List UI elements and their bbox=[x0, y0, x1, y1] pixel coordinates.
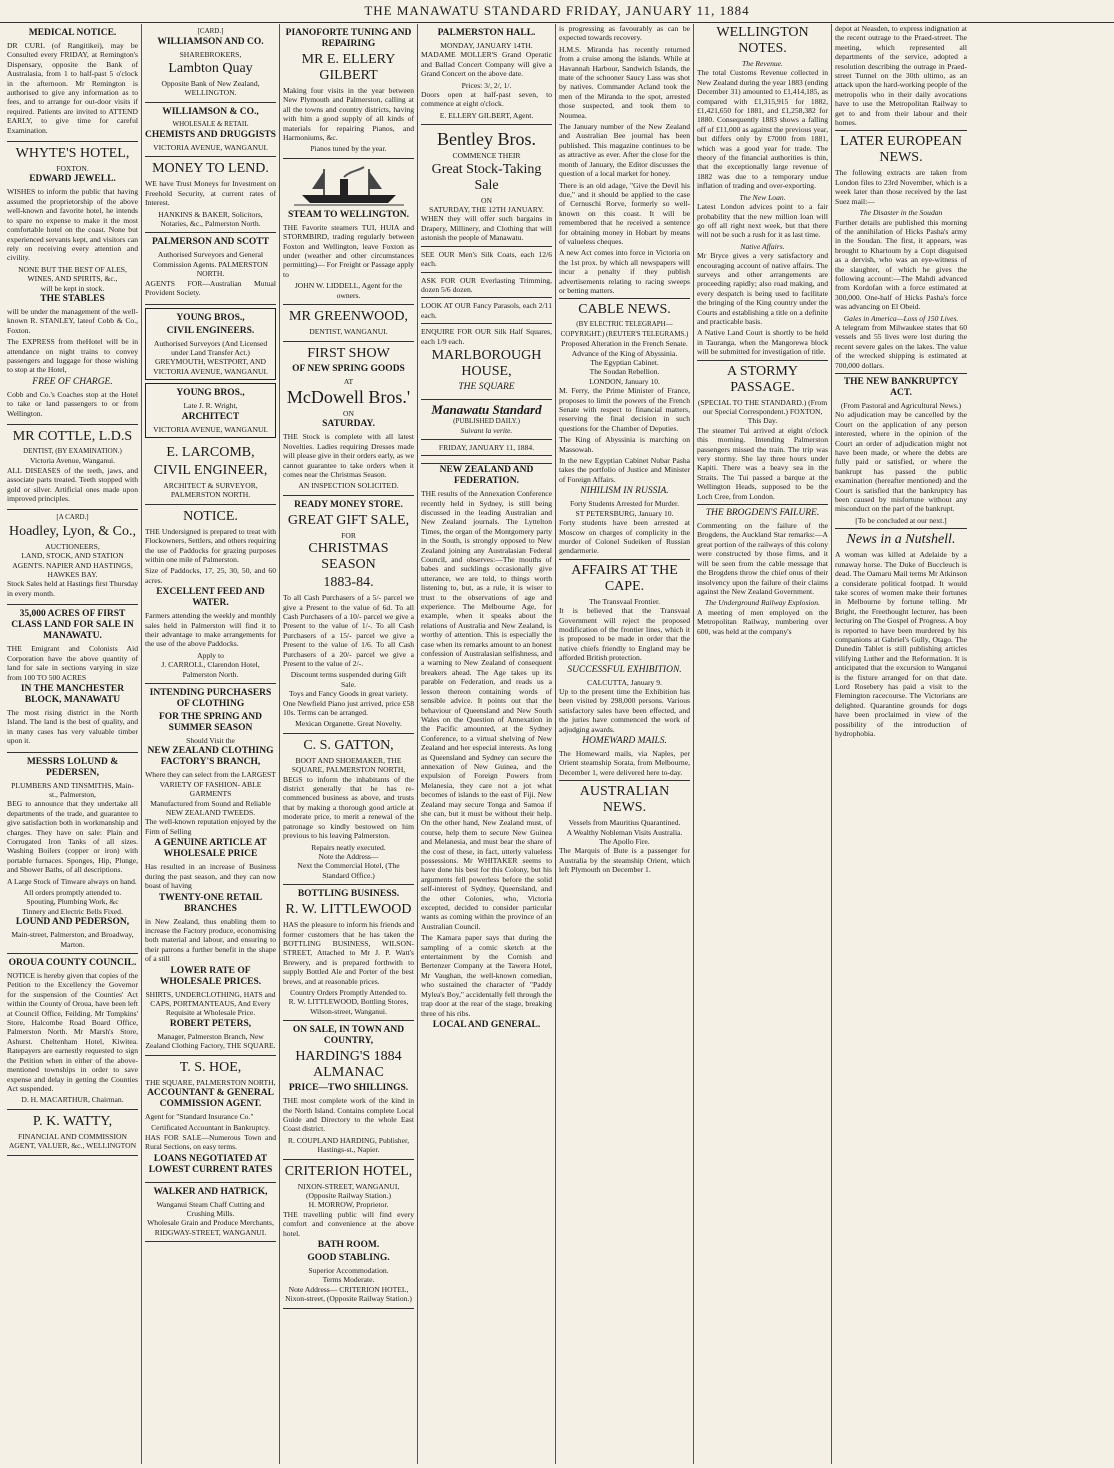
tshoe-heading: T. S. HOE, bbox=[179, 1059, 242, 1075]
disaster-heading: The Disaster in the Soudan bbox=[859, 208, 943, 218]
oroua-text: NOTICE is hereby given that copies of the Petition to the Excellency the Governor for the suspension of the Counties' Act within the County of Oroua, have been left at Council Office, Feilding. Mr Tompkins' Store, Halcombe Road Board Office, Palmerston North. Mr Marsh's Store, Ashurst. Cheltenham Hotel, Kiwitea. Ratepayers are earnestly requested to sign the Petition when in either of the above-mentioned townships in order to save expense and delay in getting the Counties Act suspended. bbox=[7, 971, 138, 1093]
reputation: The well-known reputation enjoyed by the Firm of Selling bbox=[145, 817, 276, 836]
larcomb-ad bbox=[145, 441, 276, 505]
hoadley-sales: Stock Sales held at Hastings first Thursday in every month. bbox=[7, 579, 138, 598]
gilbert-text: Making four visits in the year between New Plymouth and Palmerston, calling at all the towns and country districts, having with him a good supply of all kinds of materials for repairing Pianos, and Harmoniums, &c. bbox=[283, 86, 414, 143]
ready-money: READY MONEY STORE. bbox=[294, 499, 403, 510]
steam-ad bbox=[283, 159, 414, 305]
greenwood-heading: MR GREENWOOD, bbox=[289, 309, 408, 325]
acres-ad bbox=[7, 605, 138, 752]
stables-heading: THE STABLES bbox=[40, 293, 105, 304]
walker-ad bbox=[145, 1183, 276, 1243]
hoadley-ad bbox=[7, 510, 138, 605]
chemists-ad bbox=[145, 103, 276, 158]
accountant-heading: ACCOUNTANT & GENERAL COMMISSION AGENT. bbox=[147, 1087, 274, 1109]
inspection-label: AN INSPECTION SOLICITED. bbox=[298, 481, 399, 491]
calcutta: CALCUTTA, January 9. bbox=[587, 677, 662, 687]
stormy-text: The steamer Tui arrived at eight o'clock this morning. Intending Palmerston passengers missed the train. The trip was very stormy. She lay three hours under Kapiti. There was a heavy sea in the Straits. The Tui passed a barque at the Wellington Heads, supposed to be the Loch Cree, from London. bbox=[697, 425, 828, 501]
annexation-heading: NEW ZEALAND AND FEDERATION. bbox=[439, 465, 534, 487]
for-label: FOR bbox=[341, 530, 356, 540]
increase-text: Has resulted in an increase of Business during the past season, and they can now boast of having bbox=[145, 862, 276, 891]
sat-date: SATURDAY, THE 12TH JANUARY. bbox=[429, 205, 544, 215]
divider bbox=[421, 323, 552, 324]
first-show: FIRST SHOW bbox=[307, 345, 390, 361]
notice-heading: NOTICE. bbox=[183, 508, 238, 524]
divider bbox=[697, 360, 828, 361]
terms: Terms Moderate. bbox=[322, 1275, 375, 1285]
disaster-text: Further details are published this morning of the annihilation of Hicks Pasha's army in the Soudan. The first, it appears, was brought to Khartoum by a Copt disguised as a dervish, who was an eye-witness of the slaughter, of which he gives the following account:—The Mahdi advanced from Kordofan with a force estimated at 300,000. One-half of Hicks Pasha's force was advancing on El Obeid. bbox=[835, 217, 967, 312]
carroll: J. CARROLL, Clarendon Hotel, Palmerston North. bbox=[161, 660, 260, 679]
young-heading: YOUNG BROS., bbox=[176, 312, 245, 323]
watty-sub: FINANCIAL AND COMMISSION AGENT, VALUER, &c., WELLINGTON bbox=[8, 1131, 137, 1151]
whytes-hotel-heading: WHYTE'S HOTEL, bbox=[15, 146, 130, 162]
gales-text: A telegram from Milwaukee states that 60 vessels and 55 lives were lost during the recent severe gales on the lakes. The value of the wrecked shipping is estimated at 700,000 dollars. bbox=[835, 322, 967, 370]
bankruptcy-heading: THE NEW BANKRUPTCY ACT. bbox=[843, 377, 959, 398]
annexation-text: THE results of the Annexation Conference recently held in Sydney, is still being discussed in the leading Australian and New Zealand journals. The Lyttelton Times, the organ of the Montgomery party in the South, is strongly opposed to New Zealand joining any Australasian Federal Council, and observes:—The mouths of babes and sucklings occasionally give utterance, we are told, to things worth listening to, but, as a rule, it is wiser to trust to the observations of age and experience. The Melbourne Age, for example, when it speaks about the relations of Australia and New Zealand, is worthy of attention. This is especially the case when its remarks amount to an honest confession of Australasian selfishness, and a warning to New Zealand of consequent breakers ahead. The Age takes up its parable on Federation, and reads us a lesson thereon containing words of sensible advice. It points out that the behaviour of Queensland and New South Wales on the Question of Annexation in the Pacific amounted, at the Sydney Conference, to a virtual shelving of New Zealand and her especial interests. As long as Queensland and Sydney can secure the annexation of New Guinea, and the expulsion of Foreign Powers from Melanesia, they care not a jot what becomes of islands to the east of Fiji. New Zealand may secure Tonga and Samoa if she can, but it must be without their help. On the other hand, New Zealand must, of course, help them to secure New Guinea and Melanesia, and must bear the share of the cost of these, in fact, utterly valueless possessions. Mr WHITAKER seems to have done his best for this Colony, but his arguments fell powerless before the solid self-interest of Sydney, Queensland, and the other Colonies, who, Victoria excepted, decided to consider particular wants as coming within the province of an Australian Council. bbox=[421, 489, 552, 931]
columns bbox=[4, 24, 1110, 1464]
piano-ad bbox=[283, 24, 414, 159]
young-text: Authorised Surveyors (And Licensed under Land Transfer Act.) GREYMOUTH, WESTPORT, AND VICTORIA AVENUE, WANGANUI. bbox=[153, 338, 268, 376]
stables-text: will be under the management of the well-known R. STANLEY, lateof Cobb & Co., Foxton. bbox=[7, 306, 138, 335]
bottling-ad bbox=[283, 885, 414, 1021]
wellington-notes-heading: WELLINGTON NOTES. bbox=[716, 25, 809, 56]
french-senate: Proposed Alteration in the French Senate. bbox=[561, 339, 688, 349]
progressing-text: is progressing as favourably as can be expected towards recovery. bbox=[559, 24, 690, 43]
orders-label: All orders promptly attended to. bbox=[23, 888, 122, 897]
paddocks: Size of Paddocks, 17, 25, 30, 50, and 60 acres. bbox=[145, 566, 276, 585]
loan-text: Latest London advices point to a fair probability that the new million loan will go off all right next week, but that there will not be such a rush for it as last time. bbox=[697, 202, 828, 240]
bath-large: A Large Stock of Tinware always on hand. bbox=[7, 876, 137, 886]
williams2-heading: WILLIAMSON & CO., bbox=[162, 106, 259, 117]
edward-jewell: EDWARD JEWELL. bbox=[29, 174, 116, 185]
emigrant-text: THE Emigrant and Colonists Aid Corporation have the above quantity of land for sale in sections varying in size from 100 TO 500 ACRES bbox=[7, 644, 138, 682]
steamship-icon bbox=[294, 165, 404, 207]
dentist-label: DENTIST, (BY EXAMINATION.) bbox=[23, 447, 122, 455]
motto: Suivant la verite. bbox=[460, 426, 513, 436]
none-but: NONE BUT THE BEST OF ALES, WINES, AND SPIRITS, &c., bbox=[18, 264, 127, 284]
almanac-text: THE most complete work of the kind in the North Island. Contains complete Local Guide and Directory to the whole East Coast district. bbox=[283, 1096, 414, 1134]
chemists-heading: CHEMISTS AND DRUGGISTS bbox=[145, 130, 276, 141]
apollo-text: The Marquis of Bute is a passenger for Australia by the steamship Orient, which left Plymouth on December 1. bbox=[559, 846, 690, 875]
published-label: (PUBLISHED DAILY.) bbox=[453, 416, 520, 425]
express-text: The EXPRESS from theHotel will be in attendance on night trains to convey passengers and luggage for those wishing to stop at the Hotel, bbox=[7, 337, 138, 375]
issue-date: FRIDAY, JANUARY 11, 1884. bbox=[438, 442, 535, 452]
stormy-heading: A STORMY PASSAGE. bbox=[727, 363, 798, 395]
gilbert-agent: E. ELLERY GILBERT, Agent. bbox=[439, 110, 534, 120]
news-act-text: A new Act comes into force in Victoria on the 1st prox. by which all newspapers will incur a penalty if they publish advertisements relating to racing sweeps or betting matters. bbox=[559, 248, 690, 295]
walker-heading: WALKER AND HATRICK, bbox=[153, 1186, 268, 1197]
divider bbox=[835, 528, 967, 529]
column-7 bbox=[832, 24, 970, 1464]
divider bbox=[559, 780, 690, 781]
lolund2-address: Main-street, Palmerston, and Broadway, Marton. bbox=[11, 930, 134, 949]
peters-heading: ROBERT PETERS, bbox=[169, 1018, 252, 1029]
oroua-sign: D. H. MACARTHUR, Chairman. bbox=[21, 1095, 124, 1105]
money-ad bbox=[145, 157, 276, 233]
genuine-heading: A GENUINE ARTICLE AT WHOLESALE PRICE bbox=[154, 838, 267, 860]
jewell-text: WISHES to inform the public that having assumed the proprietorship of the above well-known and favorite hotel, he intends to spare no expense to make it the most comfortable hotel on the coast. None but experienced servants kept, and visitors can rely on receiving every attention and civility. bbox=[7, 187, 138, 263]
commence-label: COMMENCE THEIR bbox=[452, 151, 521, 161]
parasols: ASK FOR OUR Everlasting Trimming, dozen 5/6 dozen. bbox=[421, 275, 552, 294]
shirts-text: SHIRTS, UNDERCLOTHING, HATS and CAPS, PORTMANTEAUS, And Every Requisite at Wholesale Price. bbox=[145, 989, 276, 1018]
on-sale: ON SALE, IN TOWN AND COUNTRY, bbox=[292, 1025, 405, 1047]
fancy: LOOK AT OUR Fancy Parasols, each 2/11 each. bbox=[421, 301, 552, 320]
gilbert-heading: MR E. ELLERY GILBERT bbox=[301, 52, 396, 83]
later-heading: LATER EUROPEAN NEWS. bbox=[840, 134, 962, 166]
exhibition-text: Up to the present time the Exhibition has been visited by 298,000 persons. Various satisfactory sales have been effected, and the juries have commenced the work of adjudging awards. bbox=[559, 686, 690, 734]
intending-heading: INTENDING PURCHASERS OF CLOTHING bbox=[149, 688, 272, 710]
toys: Toys and Fancy Goods in great variety. bbox=[289, 689, 408, 699]
standard-ins: Agent for "Standard Insurance Co." bbox=[145, 1111, 254, 1121]
civil-engineer: CIVIL ENGINEER, bbox=[153, 462, 268, 478]
homeward-heading: HOMEWARD MAILS. bbox=[582, 736, 667, 746]
visit-label: Should Visit the bbox=[186, 736, 235, 746]
repairs: Repairs neatly executed. bbox=[311, 842, 386, 852]
nihilism-heading: NIHILISM IN RUSSIA. bbox=[580, 486, 669, 497]
water-heading: EXCELLENT FEED AND WATER. bbox=[156, 587, 265, 609]
discount: Discount terms suspended during Gift Sale. bbox=[290, 670, 407, 689]
chemists-address: VICTORIA AVENUE, WANGANUI. bbox=[153, 143, 268, 153]
morrow: H. MORROW, Proprietor. bbox=[308, 1200, 389, 1210]
at-label: AT bbox=[343, 376, 354, 386]
cottle-text: ALL DISEASES of the teeth, jaws, and associate parts treated. Teeth stopped with gold or silver. Artificial ones made upon improved principles. bbox=[7, 465, 138, 504]
oroua-heading: OROUA COUNTY COUNCIL. bbox=[8, 958, 137, 969]
manchester-text: The most rising district in the North Island. The land is the best of quality, and in many cases has very valuable timber upon it. bbox=[7, 707, 138, 746]
littlewood2: R. W. LITTLEWOOD, Bottling Stores, Wilson-street, Wanganui. bbox=[288, 997, 409, 1016]
greenwood-sub: DENTIST, WANGANUI. bbox=[309, 327, 388, 337]
whytes-hotel-ad bbox=[7, 142, 138, 425]
stabling: GOOD STABLING. bbox=[307, 1253, 390, 1264]
scott-text: Authorised Surveyors and General Commission Agents. PALMERSTON NORTH. bbox=[153, 250, 268, 279]
cable-heading: CABLE NEWS. bbox=[578, 302, 671, 318]
lambton-quay: Lambton Quay bbox=[168, 60, 253, 76]
new-loan-heading: The New Loan. bbox=[739, 192, 786, 202]
divider bbox=[421, 455, 552, 456]
pianos-tuned: Pianos tuned by the year. bbox=[310, 144, 387, 154]
cape-text: It is believed that the Transvaal Government will reject the proposed modification of the frontier lines, which it is proposed to be made in order that the native chiefs friendly to England may be afforded British protection. bbox=[559, 606, 690, 663]
hoadley-text: LAND, STOCK, AND STATION AGENTS. NAPIER AND HASTINGS, HAWKES BAY. bbox=[12, 551, 133, 580]
bankruptcy-text: No adjudication may be cancelled by the Court on the application of any person interested, where in the opinion of the Court an order of adjudication might not have been made, or where the debts are fully paid or satisfied, or where the bankrupt has passed the public examination (hereafter mentioned) and the Court is satisfied that the bankruptcy has been caused by misfortune without any misconduct on the part of the bankrupt. bbox=[835, 410, 967, 514]
bentley-heading: Bentley Bros. bbox=[437, 129, 536, 150]
later-text: The following extracts are taken from London files to 23rd November, which is a week later than those received by the last Suez mail:— bbox=[835, 168, 967, 206]
mauritius: Vessels from Mauritius Quarantined. bbox=[568, 818, 681, 828]
marlborough-heading: MARLBOROUGH HOUSE, bbox=[431, 347, 542, 379]
silk-coats: SEE OUR Men's Silk Coats, each 12/6 each. bbox=[421, 249, 552, 269]
native-text: Mr Bryce gives a very satisfactory and encouraging account of native affairs. The surveys and other arrangements are proceeding rapidly; also road making, and every despatch is being used to facilitate the bringing of the King country under the Courts and establishing a title on a definite and practicable basis. bbox=[697, 251, 828, 326]
oroua-ad bbox=[7, 954, 138, 1110]
bath-room: BATH ROOM. bbox=[317, 1240, 380, 1251]
miranda-text: H.M.S. Miranda has recently returned from a cruise among the islands. While at Havannah Harbour, Sandwich Islands, the mate of the schooner Saucy Lass was shot by natives. Commander Acland took the men of the Miranda to the spot, arrested those suspected, and took them to Noumea. bbox=[559, 44, 690, 120]
gales-heading: Gales in America—Loss of 150 Lives. bbox=[843, 313, 959, 323]
column-5 bbox=[556, 24, 694, 1464]
travelling: THE travelling public will find every comfort and convenience at the above hotel. bbox=[283, 1209, 414, 1238]
littlewood-heading: R. W. LITTLEWOOD bbox=[285, 902, 412, 918]
apply-label: Apply to bbox=[197, 650, 224, 660]
soudan: The Soudan Rebellion. bbox=[589, 367, 660, 377]
criterion-address: NIXON-STREET, WANGANUI, (Opposite Railway Station.) bbox=[297, 1181, 400, 1201]
criterion-ad bbox=[283, 1160, 414, 1309]
doors: Doors open at half-past seven, to commence at eight o'clock. bbox=[421, 90, 552, 109]
australian-heading: AUSTRALIAN NEWS. bbox=[579, 784, 670, 816]
manufactured: Manufactured from Sound and Reliable NEW ZEALAND TWEEDS. bbox=[150, 798, 271, 818]
cobb-text: Cobb and Co.'s Coaches stop at the Hotel to take or land passengers to or from Wellington. bbox=[7, 389, 138, 418]
agents-for: AGENTS FOR—Australian Mutual Provident Society. bbox=[145, 278, 276, 298]
monday-label: MONDAY, JANUARY 14TH. bbox=[440, 41, 533, 50]
column-2 bbox=[142, 24, 280, 1464]
spring-goods: OF NEW SPRING GOODS bbox=[292, 363, 405, 374]
criterion-heading: CRITERION HOTEL, bbox=[284, 1163, 413, 1179]
st-petersburg: ST PETERSBURG, January 10. bbox=[575, 508, 674, 518]
when-text: WHEN they will offer such bargains in Drapery, Millinery, and Clothing that will astonish the people of Manawatu. bbox=[421, 214, 552, 243]
revenue-heading: The Revenue. bbox=[742, 59, 783, 68]
egyptian-cabinet: The Egyptian Cabinet. bbox=[590, 358, 659, 367]
twenty-heading: TWENTY-ONE RETAIL BRANCHES bbox=[158, 892, 263, 914]
criterion2: Note Address— CRITERION HOTEL, Nixon-street, (Opposite Railway Station.) bbox=[285, 1284, 412, 1304]
palmerson-scott-heading: PALMERSON AND SCOTT bbox=[151, 237, 269, 248]
divider bbox=[835, 130, 967, 131]
gift-sale-heading: GREAT GIFT SALE, bbox=[287, 512, 410, 528]
king-text: The King of Abyssinia is marching on Massowah. bbox=[559, 435, 690, 454]
watty-ad bbox=[7, 1110, 138, 1156]
underground-text: A meeting of men employed on the Metropolitan Railway, numbering over 600, was held at the company's bbox=[697, 607, 828, 636]
palmerston-hall-heading: PALMERSTON HALL. bbox=[437, 28, 536, 38]
steam-text: THE Favorite steamers TUI, HUIA and STORMBIRD, trading regularly between Foxton and Wellington, leave Foxton as under (weather and other circumstances permitting)— For Freight or Passage apply to bbox=[283, 222, 414, 279]
free-of-charge: FREE OF CHARGE. bbox=[32, 376, 113, 387]
medical-notice-ad bbox=[7, 24, 138, 142]
medical-notice-heading: MEDICAL NOTICE. bbox=[28, 28, 117, 38]
mexican: Mexican Organette. Great Novelty. bbox=[295, 719, 402, 729]
divider bbox=[421, 272, 552, 273]
money-heading: MONEY TO LEND. bbox=[152, 161, 269, 177]
cape-heading: AFFAIRS AT THE CAPE. bbox=[571, 562, 678, 594]
stocktaking-heading: Great Stock-Taking Sale bbox=[431, 161, 542, 193]
price-label: PRICE—TWO SHILLINGS. bbox=[288, 1083, 409, 1094]
notice-ad bbox=[145, 505, 276, 684]
ridgway: RIDGWAY-STREET, WANGANUI. bbox=[154, 1227, 267, 1237]
notice-text: THE Undersigned is prepared to treat with Flockowners, Settlers, and others requiring the use of Paddocks for grazing purposes within one mile of Palmerston. bbox=[145, 526, 276, 564]
transvaal: The Transvaal Frontier. bbox=[588, 596, 661, 606]
hoadley-heading: Hoadley, Lyon, & Co., bbox=[8, 523, 137, 539]
young-bros2-ad bbox=[145, 383, 276, 438]
kept-stock: will be kept in stock. bbox=[40, 283, 105, 293]
column-3 bbox=[280, 24, 418, 1464]
clothing-ad bbox=[145, 684, 276, 1056]
piano-sale: One Newfield Piano just arrived, price £58 10s. Terms can be arranged. bbox=[283, 698, 414, 718]
accommodation: Superior Accommodation. bbox=[308, 1266, 389, 1276]
year-label: 1883-84. bbox=[323, 575, 374, 591]
foxton-label: FOXTON. bbox=[56, 164, 89, 174]
walker-text: Wanganui Steam Chaff Cutting and Crushing Mills. bbox=[156, 1199, 265, 1218]
money-text: WE have Trust Moneys for Investment on Freehold Security, at current rates of Interest. bbox=[145, 179, 276, 208]
cottle-ad bbox=[7, 425, 138, 510]
stormy-sub: (SPECIAL TO THE STANDARD.) (From our Special Correspondent.) FOXTON, This Day. bbox=[697, 397, 828, 426]
cottle-heading: MR COTTLE, L.D.S bbox=[12, 429, 133, 444]
watty-heading: P. K. WATTY, bbox=[32, 1113, 113, 1129]
next-hotel: Next the Commercial Hotel, (The Standard Office.) bbox=[297, 861, 400, 880]
piano-heading: PIANOFORTE TUNING AND REPAIRING bbox=[285, 28, 412, 49]
land-court-text: A Native Land Court is shortly to be held in Tauranga, when the Mangorewa block will be submitted for investigation of title. bbox=[697, 328, 828, 357]
telegraph-label: (BY ELECTRIC TELEGRAPH—COPYRIGHT.) (REUTER'S TELEGRAMS.) bbox=[560, 320, 689, 338]
mcdowell-ad bbox=[283, 342, 414, 496]
christmas-heading: CHRISTMAS SEASON bbox=[308, 541, 389, 573]
divider bbox=[421, 439, 552, 440]
card-tag: [CARD.] bbox=[197, 27, 224, 35]
divider bbox=[697, 504, 828, 505]
brogden-heading: THE BROGDEN'S FAILURE. bbox=[705, 508, 820, 519]
depot-text: depot at Neasden, to express indignation at the recent outrage to the Praed-street. The meeting, which represented all departments of the service, adopted a resolution describing the outrage in Praed-street Tunnel on the 30th ultimo, as an attack upon the hard-working people of the metropolis who in their daily avocations have to use the Metropolitan Railway to get to and from their labour and their homes. bbox=[835, 24, 967, 128]
column-1 bbox=[4, 24, 142, 1464]
nz-text: Where they can select from the LARGEST VARIETY OF FASHION- ABLE GARMENTS bbox=[145, 770, 276, 799]
manchester-heading: IN THE MANCHESTER BLOCK, MANAWATU bbox=[20, 683, 125, 705]
native-heading: Native Affairs. bbox=[740, 241, 785, 251]
forty-text: Forty students have been arrested at Moscow on charges of complicity in the murder of Colonel Sudeiken of Russian gendarmerie. bbox=[559, 518, 690, 556]
young-bros-ad bbox=[145, 308, 276, 381]
littlewood-text: HAS the pleasure to inform his friends and former customers that he has taken the BOTTLING BUSINESS, WILSON-STREET, Attached to Mr J. P. Watt's Brewery, and is prepared forthwith to supply Bottled Ale and Porter of the best brews, and at reasonable prices. bbox=[283, 920, 414, 986]
loans-heading: LOANS NEGOTIATED AT LOWEST CURRENT RATES bbox=[148, 1153, 273, 1175]
civil-engineers: CIVIL ENGINEERS. bbox=[166, 325, 255, 336]
gatton-text: BEGS to inform the inhabitants of the district generally that he has re-commenced business as above, and trusts that by making a thorough good article at moderate price, to merit a renewal of the patronage so kindly bestowed on him previous to his leaving Palmerston. bbox=[283, 774, 414, 841]
moller-text: MADAME MOLLER'S Grand Operatic and Ballad Concert Company will give a Grand Concert on the above date. bbox=[421, 50, 552, 79]
bankruptcy-sub: (From Pastoral and Agricultural News.) bbox=[840, 401, 962, 410]
spring-heading: FOR THE SPRING AND SUMMER SEASON bbox=[158, 712, 263, 734]
stock-text: THE Stock is complete with all latest Novelties. Ladies requiring Dresses made will please give in their orders early, as we cannot guarantee to take orders when it comes near the Christmas Season. bbox=[283, 432, 414, 479]
nutshell-heading: News in a Nutshell. bbox=[846, 532, 956, 548]
nubar-text: In the new Egyptian Cabinet Nubar Pasha takes the portfolio of Justice and Minister of Foreign Affairs. bbox=[559, 456, 690, 484]
williamson-ad bbox=[145, 24, 276, 103]
almanac-ad bbox=[283, 1021, 414, 1159]
hankins: HANKINS & BAKER, Solicitors, Notaries, &c., Palmerston North. bbox=[158, 209, 263, 229]
standard-title-block bbox=[421, 400, 552, 464]
divider bbox=[421, 297, 552, 298]
peters-text: Manager, Palmerston Branch, New Zealand Clothing Factory, THE SQUARE. bbox=[145, 1031, 276, 1051]
harding: R. COUPLAND HARDING, Publisher, Hastings-st., Napier. bbox=[287, 1135, 410, 1155]
palmerston-hall-ad bbox=[421, 24, 552, 125]
steam-heading: STEAM TO WELLINGTON. bbox=[288, 209, 409, 220]
london-date: LONDON, January 10. bbox=[589, 376, 660, 386]
williamson-heading: WILLIAMSON AND CO. bbox=[157, 37, 264, 48]
underground-heading: The Underground Railway Explosion. bbox=[704, 598, 821, 608]
forty-students: Forty Students Arrested for Murder. bbox=[569, 499, 680, 509]
mcdowell-heading: McDowell Bros.' bbox=[286, 386, 411, 407]
devil-text: There is an old adage, "Give the Devil his due," and it should be applied to the case of Cernuschi Rorve, formerly so well-known on this coast. It will be remembered that he received a sentence for obtaining money in Hobart by means of valueless cheques. bbox=[559, 180, 690, 246]
sharebrokers: SHAREBROKERS, bbox=[179, 50, 242, 60]
bentley-ad bbox=[421, 125, 552, 400]
architect-label: ARCHITECT bbox=[181, 411, 240, 422]
lambton-sub: Opposite Bank of New Zealand, WELLINGTON. bbox=[161, 78, 260, 98]
wholesale-label: Wholesale Grain and Produce Merchants, bbox=[147, 1218, 274, 1228]
concluded-label: [To be concluded at our next.] bbox=[855, 515, 947, 525]
gatton-sub: BOOT AND SHOEMAKER, THE SQUARE, PALMERSTON NORTH, bbox=[291, 755, 406, 775]
spouting-label: Spouting, Plumbing Work, &c bbox=[26, 897, 119, 907]
country-orders: Country Orders Promptly Attended to. bbox=[290, 987, 407, 997]
cert-label: Certificated Accountant in Bankruptcy. bbox=[151, 1123, 270, 1133]
gatton-heading: C. S. GATTON, bbox=[303, 737, 394, 753]
column-4 bbox=[418, 24, 556, 1464]
lolund-heading: MESSRS LOLUND & PEDERSEN, bbox=[26, 756, 119, 778]
mails-text: The Homeward mails, via Naples, per Orient steamship Sorata, from Melbourne, December 1, were delivered here to-day. bbox=[559, 749, 690, 777]
lolund2-heading: LOUND AND PEDERSON, bbox=[15, 917, 130, 928]
nz-clothing-heading: NEW ZEALAND CLOTHING FACTORY'S BRANCH, bbox=[147, 746, 274, 768]
greenwood-ad bbox=[283, 305, 414, 341]
palmerson-scott-ad bbox=[145, 233, 276, 304]
twenty-text: in New Zealand, thus enabling them to increase the Factory produce, economising both material and labour, and ensuring to their patrons a further benefit in the shape of a still bbox=[145, 916, 276, 964]
apollo: The Apollo Fire. bbox=[599, 837, 650, 847]
lolund-sub: PLUMBERS AND TINSMITHS, Main-st., Palmerston, bbox=[11, 780, 134, 799]
acres-heading: 35,000 ACRES OF FIRST CLASS LAND FOR SALE IN MANAWATU. bbox=[11, 609, 134, 642]
gatton-ad bbox=[283, 734, 414, 885]
column-6 bbox=[694, 24, 832, 1464]
saturday-label: SATURDAY. bbox=[322, 419, 375, 430]
ferry-text: M. Ferry, the Prime Minister of France, proposes to limit the powers of the French Senate with respect to financial matters, reserving the final decision in such questions for the Chamber of Deputies. bbox=[559, 386, 690, 433]
gift-sale-ad bbox=[283, 496, 414, 734]
chemists-sub: WHOLESALE & RETAIL bbox=[172, 119, 249, 128]
note-address: Note the Address— bbox=[318, 851, 379, 861]
arch-address: VICTORIA AVENUE, WANGANUI. bbox=[153, 424, 268, 434]
cottle-address: Victoria Avenue, Wanganui. bbox=[29, 456, 116, 466]
bottling-heading: BOTTLING BUSINESS. bbox=[297, 889, 400, 900]
divider bbox=[835, 373, 967, 374]
lolund-ad bbox=[7, 753, 138, 955]
has-sale: HAS FOR SALE—Numerous Town and Rural Sections, on easy terms. bbox=[145, 1132, 276, 1152]
liddell: JOHN W. LIDDELL, Agent for the owners. bbox=[294, 281, 403, 300]
divider bbox=[421, 246, 552, 247]
divider bbox=[559, 298, 690, 299]
nutshell-items: A woman was killed at Adelaide by a runaway horse. The Duke of Buccleuch is dead. The Oamaru Mail terms Mr Atkinson a considerate political footpad. It would take scores of women make their fortunes in Melbourne by fortune telling. Mr Bright, the Freethought lecturer, has been lecturing on The Gospel of Progress. A boy is reported to have been murdered by his companions at Gabriel's Gully, Otago. The Dunedin Tablet is still publishing articles vilifying Luther and the Reformation. It is anticipated that the excursion to Wanganui is the fixture arranged for on that date. Lord Rosebery has paid a visit to the Flemington racecourse. The Victorians are delighted. Quarantine grounds for dogs have been proclaimed in view of the possibility of the introduction of hydrophobia. bbox=[835, 550, 967, 738]
wright-label: Late J. R. Wright, bbox=[183, 401, 238, 411]
tshoe-address: THE SQUARE, PALMERSTON NORTH, bbox=[145, 1077, 276, 1087]
square-label: THE SQUARE bbox=[458, 381, 515, 392]
local-heading: LOCAL AND GENERAL. bbox=[432, 1019, 541, 1030]
tshoe-ad bbox=[145, 1056, 276, 1183]
wealthy: A Wealthy Nobleman Visits Australia. bbox=[566, 827, 683, 837]
silk-squares: ENQUIRE FOR OUR Silk Half Squares, each 1/9 each. bbox=[421, 327, 552, 346]
brogden-text: Commenting on the failure of the Brogdens, the Auckland Star remarks:—A great portion of the railways of this colony were constructed by those firms, and it will be seen from the cable message that the Brogdens throw the chief onus of their insolvency upon the failure of their claims against the New Zealand Government. bbox=[697, 521, 828, 596]
bee-journal-text: The January number of the New Zealand and Australian Bee journal has been published. This magazine continues to be as attractive as ever. After the close for the month of January, the Editor discusses the question of a local market for honey. bbox=[559, 122, 690, 179]
almanac-heading: HARDING'S 1884 ALMANAC bbox=[295, 1049, 402, 1081]
water-text: Farmers attending the weekly and monthly sales held in Palmerston will find it to their advantage to make arrangements for the use of the above Paddocks. bbox=[145, 611, 276, 649]
prices: Prices: 3/, 2/, 1/. bbox=[461, 80, 512, 90]
abyssinia: Advance of the King of Abyssinia. bbox=[571, 348, 678, 358]
on-label-4: ON bbox=[481, 195, 492, 205]
larcomb-heading: E. LARCOMB, bbox=[166, 444, 255, 460]
bells-label: Tinnery and Electric Bells Fixed. bbox=[22, 906, 123, 916]
hoadley-tag: [A CARD.] bbox=[56, 513, 89, 522]
young2-heading: YOUNG BROS., bbox=[176, 388, 245, 399]
masthead: THE MANAWATU STANDARD FRIDAY, JANUARY 11, 1884 bbox=[0, 0, 1114, 23]
arch2-label: ARCHITECT & SURVEYOR, bbox=[163, 480, 258, 490]
exhibition-heading: SUCCESSFUL EXHIBITION. bbox=[567, 664, 682, 675]
curl-text: DR CURL (of Rangitikei), may be Consulted every FRIDAY, at Remington's Dispensary, opposite the Bank of Australasia, from 1 to half-past 5 o'clock in the afternoon. Mr Remington is authorised to give any information as to fees, and to arrange for out-door visits if required. Patients are invited to ATTEND EARLY, to give time for careful Examination. bbox=[7, 41, 138, 135]
lolund-text: BEG to announce that they undertake all departments of the trade, and guarantee to give satisfaction both in workmanship and charges. They have on sale: Plain and Corrugated Iron Tanks of all sizes. Washing Boilers (copper or iron) with portable furnaces. Sponges, Hip, Plunge, and Shower Baths, of all descriptions. bbox=[7, 799, 138, 875]
divider bbox=[559, 559, 690, 560]
auctioneers-label: AUCTIONEERS, bbox=[45, 541, 100, 551]
on-label: ON bbox=[343, 408, 354, 418]
kamara-text: The Kamara paper says that during the sampling of a comic sketch at the entertainment by the Cornish and Bertenzer Company at the Tawera Hotel, Mr Vaughan, the well-known comedian, who sustained the character of "Paddy Mylea's Boy," accidentally fell through the trap door at the rear of the stage, breaking three of his ribs. bbox=[421, 933, 552, 1018]
gift-text: To all Cash Purchasers of a 5/- parcel we give a Present to the value of 6d. To all Cash Purchasers of a 10/- parcel we give a Present to the value of 1/-. To all Cash Purchasers of a 15/- parcel we give a Present to the value of 1/6. To all Cash Purchasers of a 20/- parcel we give a Present to the value of 2/-. bbox=[283, 593, 414, 668]
standard-title: Manawatu Standard bbox=[431, 401, 542, 417]
arch2-address: PALMERSTON NORTH. bbox=[170, 490, 251, 500]
lower-heading: LOWER RATE OF WHOLESALE PRICES. bbox=[159, 965, 262, 987]
revenue-text: The total Customs Revenue collected in New Zealand during the year 1883 (ending December 31) amounted to £1,414,185, as compared with £1,315,915 for 1882, £1,421,650 for 1881, and £1,258,382 for 1880. Consequently 1883 shows a falling off of £11,000 as against the previous year, but differs only by £7000 from 1881, which was a good year for trade. The theory of the financial authorities is thin, that the exceptionally large revenue of 1882 was due to a temporary undue inflation of trading and over-exporting. bbox=[697, 68, 828, 191]
